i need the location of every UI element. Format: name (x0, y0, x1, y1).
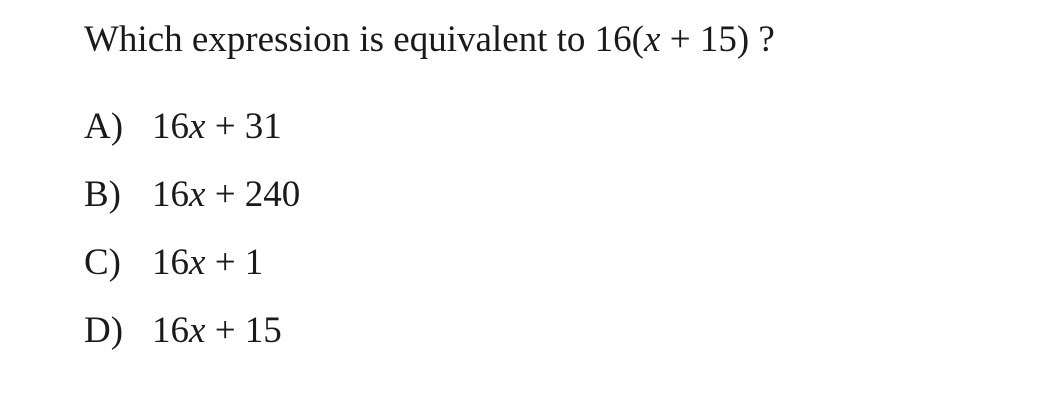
choice-b[interactable] (84, 160, 300, 228)
choice-letter: C) (84, 241, 121, 283)
choice-letter: A) (84, 105, 124, 147)
choice-letter: D) (84, 309, 124, 351)
question-prefix: Which expression is equivalent to 16( (84, 19, 645, 60)
choice-a[interactable] (84, 92, 300, 160)
question-variable: x (644, 19, 661, 60)
choice-letter: B) (84, 173, 121, 215)
question-suffix: + 15) ? (660, 19, 775, 60)
answer-choices (84, 92, 300, 364)
choice-c[interactable] (84, 228, 300, 296)
choice-expression: 16x + 1 (152, 241, 264, 283)
choice-expression: 16x + 15 (152, 309, 282, 351)
choice-d[interactable] (84, 296, 300, 364)
choice-expression: 16x + 31 (152, 105, 282, 147)
question-text (84, 14, 775, 66)
choice-expression: 16x + 240 (152, 173, 301, 215)
